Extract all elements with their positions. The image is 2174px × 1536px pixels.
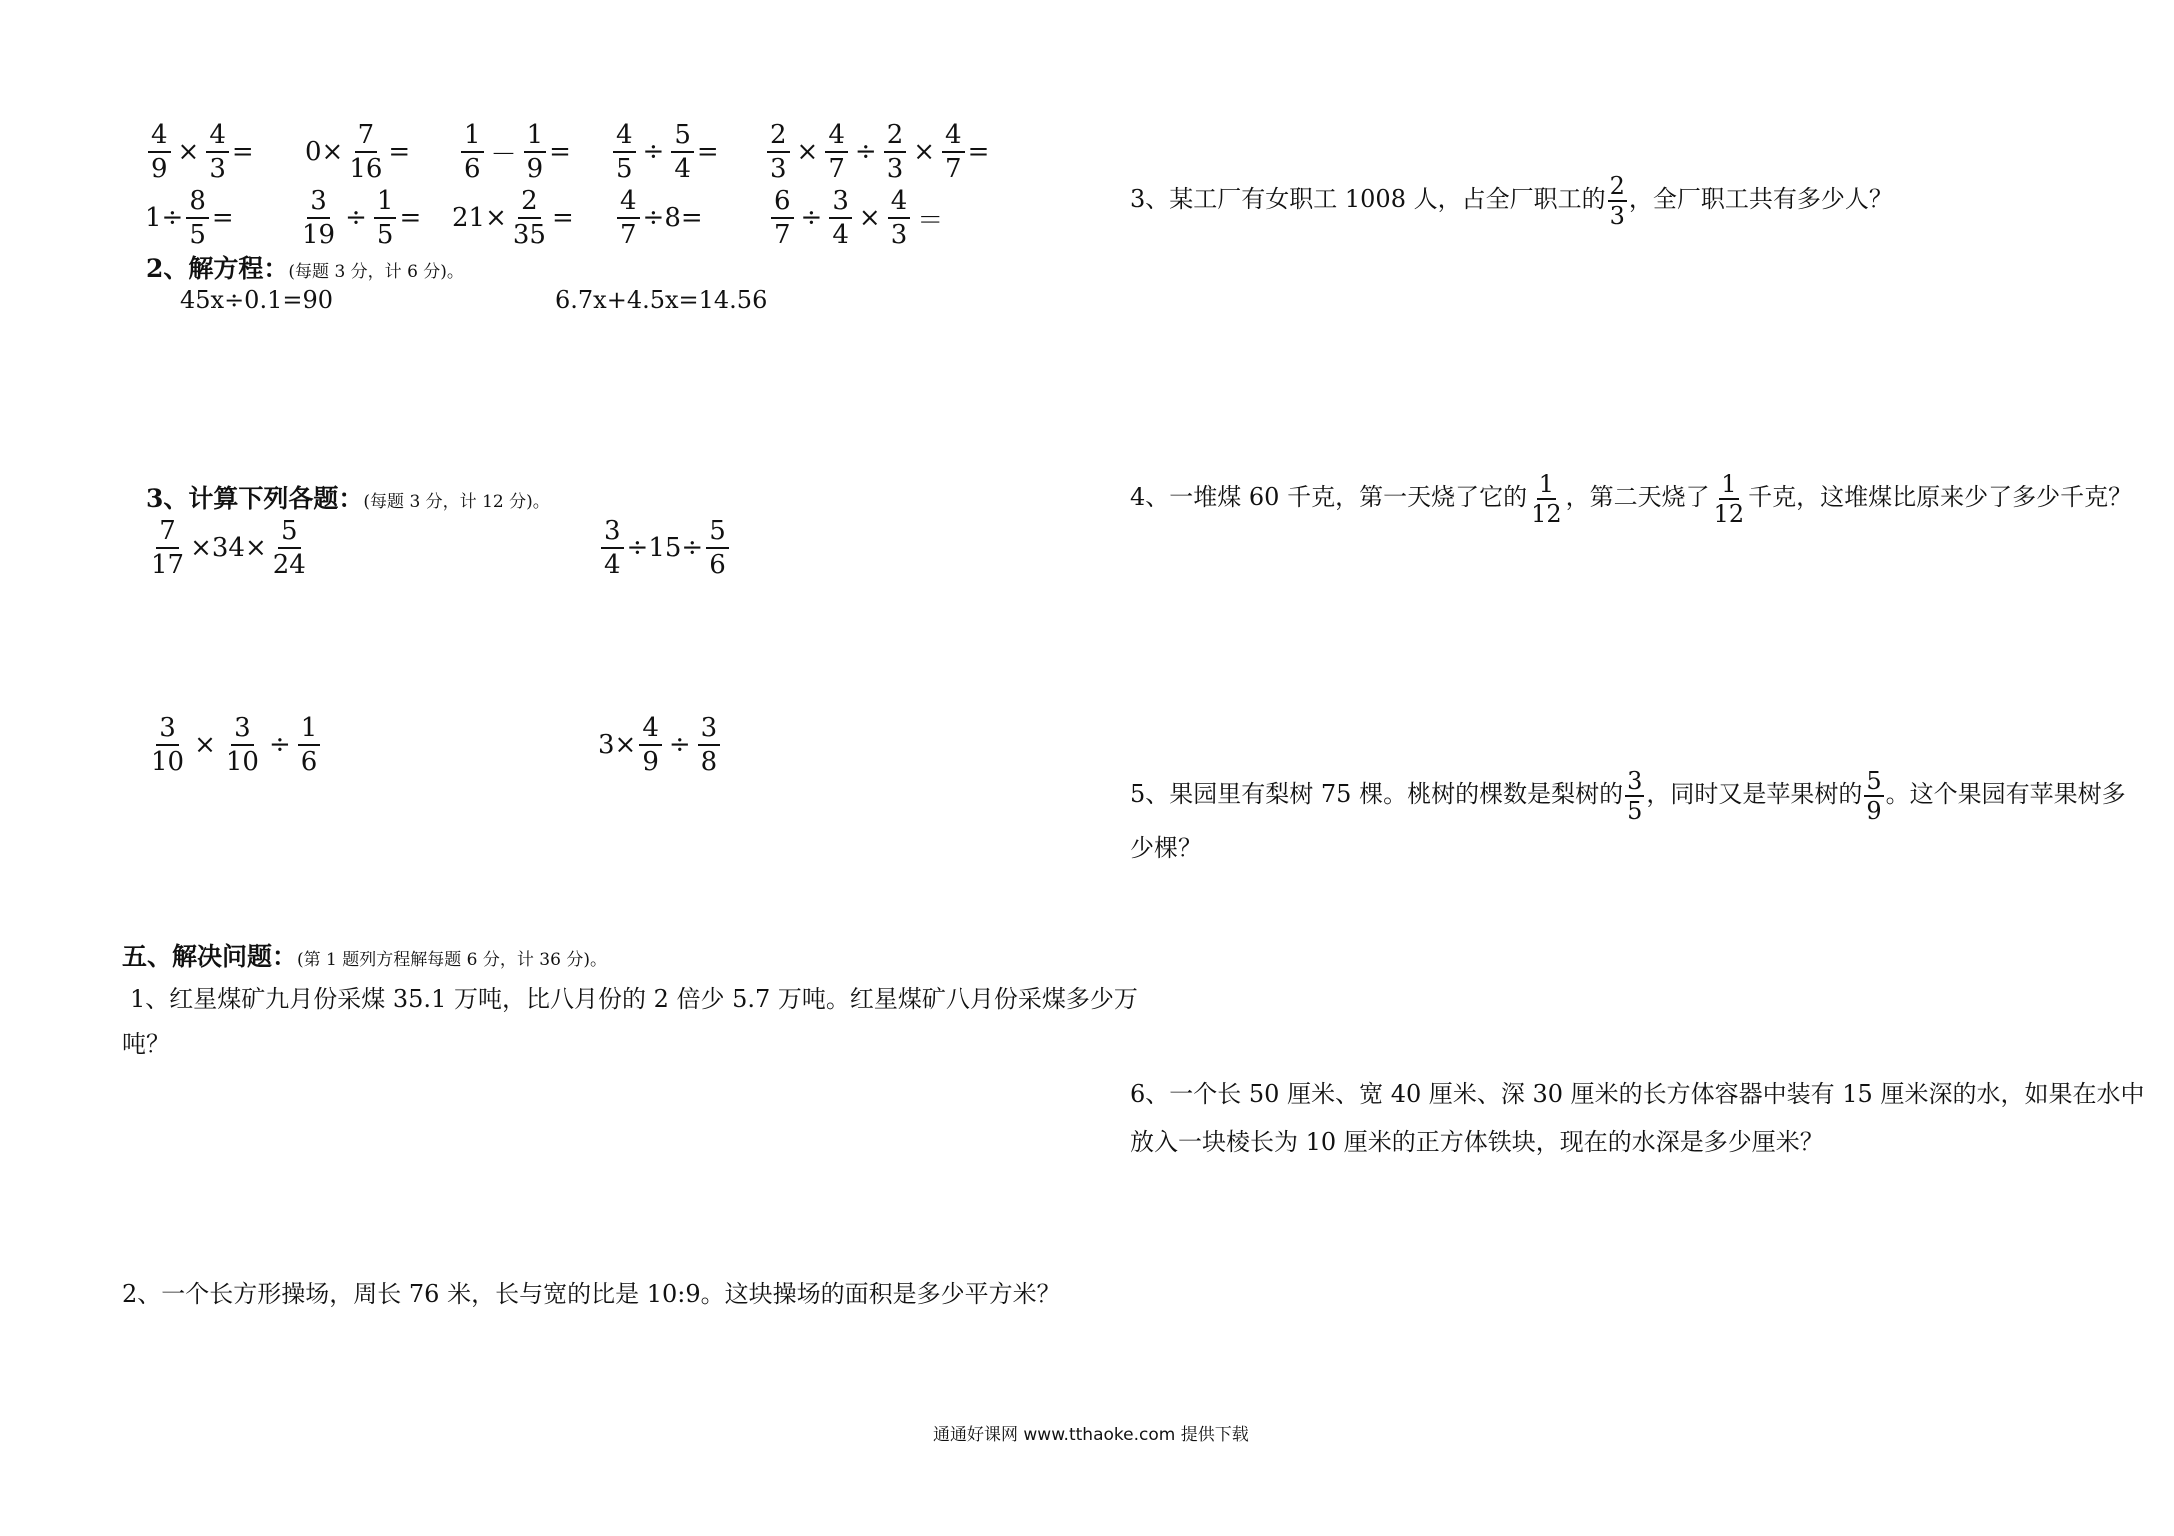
fraction: $\frac{5}{24}$: [272, 516, 306, 580]
calc-problem-4: 3× $\frac{4}{9}$ ÷ $\frac{3}{8}$: [598, 715, 723, 775]
calc-r2-e2: $\frac{3}{19}$ ÷ $\frac{1}{5}$ =: [296, 188, 421, 248]
fraction: $\frac{4}{3}$: [888, 188, 911, 248]
fraction: $\frac{4}{5}$: [613, 122, 636, 182]
section-3-heading: 3、计算下列各题：(每题 3 分，计 12 分)。: [146, 484, 550, 513]
fraction: $\frac{2}{3}$: [884, 122, 907, 182]
question-1-line-1: 1、红星煤矿九月份采煤 35.1 万吨，比八月份的 2 倍少 5.7 万吨。红星煤矿八月份采煤多少万: [130, 985, 1138, 1013]
equation-2: 6.7x+4.5x=14.56: [555, 286, 768, 314]
calc-r1-e4: $\frac{4}{5}$ ÷ $\frac{5}{4}$ =: [610, 122, 719, 182]
fraction: $\frac{3}{4}$: [601, 518, 624, 578]
fraction: $\frac{7}{17}$: [151, 516, 185, 580]
fraction: $\frac{4}{9}$: [639, 715, 662, 775]
question-4: 4、一堆煤 60 千克，第一天烧了它的 $\frac{1}{12}$ ，第二天烧了 $\frac{1}{12}$ 千克，这堆煤比原来少了多少千克？: [1130, 469, 2133, 528]
calc-r2-e4: $\frac{4}{7}$ ÷8=: [614, 188, 703, 248]
fraction: $\frac{2}{3}$: [1609, 171, 1625, 230]
fraction: $\frac{1}{12}$: [1531, 469, 1562, 528]
calc-problem-3: $\frac{3}{10}$ × $\frac{3}{10}$ ÷ $\frac{1}{6}$: [145, 715, 323, 775]
fraction: $\frac{2}{35}$: [512, 186, 546, 250]
question-5-line-1: 5、果园里有梨树 75 棵。桃树的棵数是梨树的 $\frac{3}{5}$ ，同时又是苹果树的 $\frac{5}{9}$ 。这个果园有苹果树多: [1130, 766, 2126, 825]
question-6-line-2: 放入一块棱长为 10 厘米的正方体铁块，现在的水深是多少厘米？: [1130, 1128, 1824, 1156]
fraction: $\frac{1}{9}$: [524, 122, 547, 182]
calc-r2-e5: $\frac{6}{7}$ ÷ $\frac{3}{4}$ × $\frac{4}{3}$ ＝: [768, 188, 947, 248]
fraction: $\frac{6}{7}$: [771, 188, 794, 248]
fraction: $\frac{1}{6}$: [461, 122, 484, 182]
fraction: $\frac{1}{6}$: [298, 715, 321, 775]
calc-r2-e3: 21× $\frac{2}{35}$ =: [452, 186, 574, 250]
fraction: $\frac{3}{8}$: [698, 715, 721, 775]
fraction: $\frac{4}{9}$: [148, 122, 171, 182]
question-2: 2、一个长方形操场，周长 76 米，长与宽的比是 10:9。这块操场的面积是多少平方米？: [122, 1280, 1061, 1308]
fraction: $\frac{4}{3}$: [206, 122, 229, 182]
fraction: $\frac{8}{5}$: [186, 188, 209, 248]
fraction: $\frac{3}{10}$: [151, 713, 185, 777]
question-5-line-2: 少棵？: [1130, 834, 1202, 862]
calc-r1-e1: $\frac{4}{9}$ × $\frac{4}{3}$ =: [145, 122, 254, 182]
fraction: $\frac{1}{12}$: [1713, 469, 1745, 528]
calc-r1-e5: $\frac{2}{3}$ × $\frac{4}{7}$ ÷ $\frac{2}{3}$ × $\frac{4}{7}$ =: [764, 122, 989, 182]
fraction: $\frac{3}{19}$: [302, 186, 336, 250]
question-6-line-1: 6、一个长 50 厘米、宽 40 厘米、深 30 厘米的长方体容器中装有 15 厘米深的水，如果在水中: [1130, 1080, 2145, 1108]
fraction: $\frac{1}{5}$: [374, 188, 397, 248]
calc-problem-2: $\frac{3}{4}$ ÷15÷ $\frac{5}{6}$: [598, 518, 732, 578]
equation-1: 45x÷0.1=90: [180, 286, 333, 314]
fraction: $\frac{5}{4}$: [671, 122, 694, 182]
footer-credit: 通通好课网 www.tthaoke.com 提供下载: [933, 1425, 1249, 1445]
question-3: 3、某工厂有女职工 1008 人，占全厂职工的 $\frac{2}{3}$ ，全厂职工共有多少人？: [1130, 171, 1893, 230]
fraction: $\frac{3}{5}$: [1627, 766, 1643, 825]
fraction: $\frac{4}{7}$: [617, 188, 640, 248]
section-2-heading: 2、解方程：(每题 3 分，计 6 分)。: [146, 254, 464, 283]
fraction: $\frac{3}{10}$: [225, 713, 259, 777]
fraction: $\frac{5}{6}$: [706, 518, 729, 578]
fraction: $\frac{2}{3}$: [767, 122, 790, 182]
calc-problem-1: $\frac{7}{17}$ ×34× $\frac{5}{24}$: [145, 518, 312, 578]
fraction: $\frac{7}{16}$: [349, 120, 383, 184]
section-5-heading: 五、解决问题：(第 1 题列方程解每题 6 分，计 36 分)。: [122, 942, 607, 971]
question-1-line-2: 吨？: [122, 1030, 170, 1058]
fraction: $\frac{5}{9}$: [1866, 766, 1882, 825]
fraction: $\frac{3}{4}$: [829, 188, 852, 248]
calc-r2-e1: 1÷ $\frac{8}{5}$ =: [145, 186, 234, 250]
fraction: $\frac{4}{7}$: [942, 122, 965, 182]
calc-r1-e2: 0× $\frac{7}{16}$ =: [305, 120, 411, 184]
fraction: $\frac{4}{7}$: [825, 122, 848, 182]
calc-r1-e3: $\frac{1}{6}$ － $\frac{1}{9}$ =: [458, 122, 571, 182]
